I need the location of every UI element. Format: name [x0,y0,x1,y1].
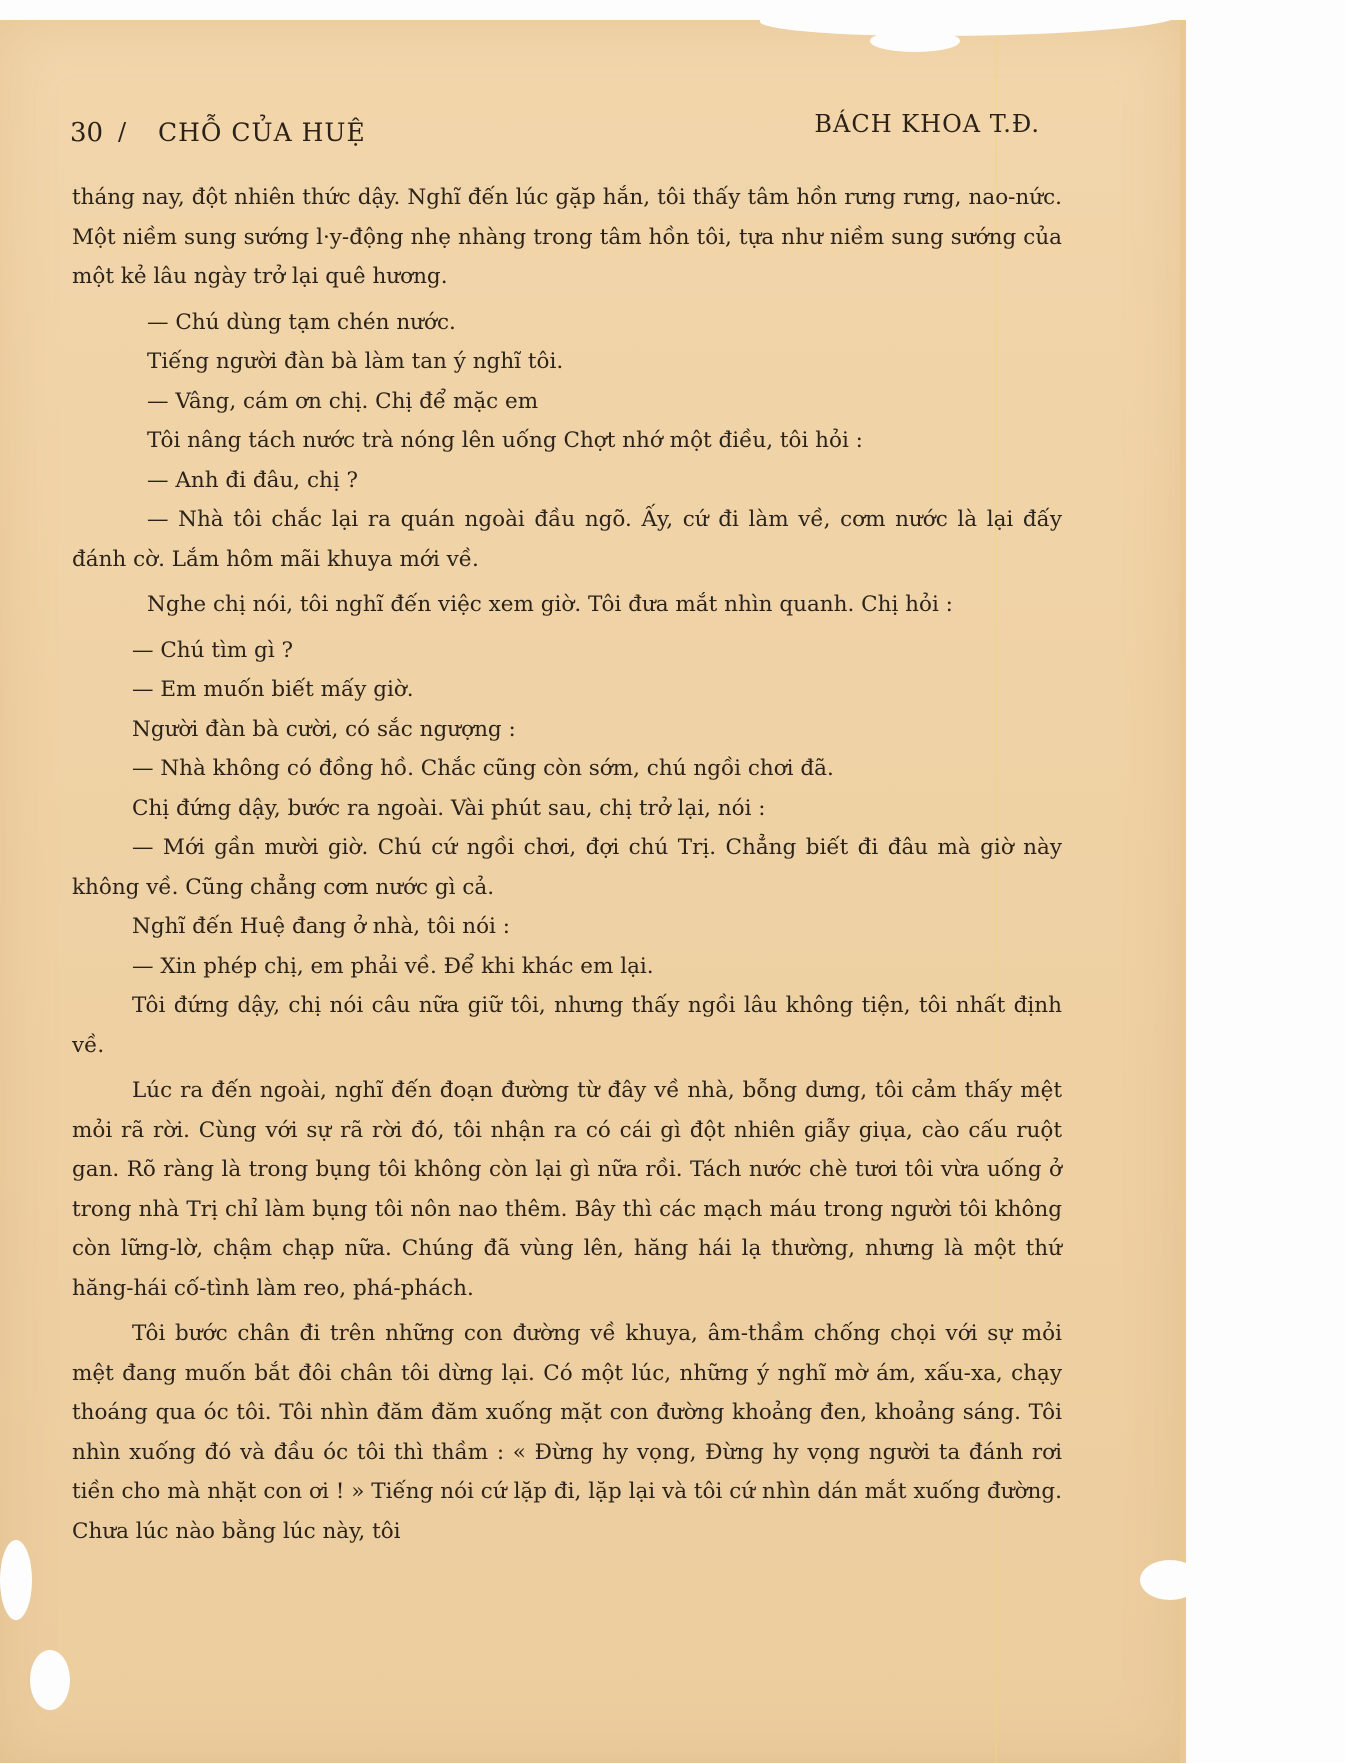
page-number: 30 [70,118,104,148]
dialogue-line: — Anh đi đâu, chị ? [147,467,359,493]
dialogue-line: — Chú tìm gì ? [132,637,294,663]
paragraph: tháng nay, đột nhiên thức dậy. Nghĩ đến lúc gặp hắn, tôi thấy tâm hồn rưng rưng, nao-nức. Một niềm sung sướng l·y-động nhẹ nhàng trong tâm hồn tôi, tựa như niềm sung sướng của một kẻ lâu ngày trở lại quê hương. [72,185,1062,289]
paragraph: Nghĩ đến Huệ đang ở nhà, tôi nói : [132,914,510,939]
paragraph: Người đàn bà cười, có sắc ngượng : [132,716,516,742]
magazine-name: BÁCH KHOA T.Đ. [814,110,1040,138]
torn-edge-left-lower [30,1650,70,1710]
dialogue-line: — Vâng, cám ơn chị. Chị để mặc em [147,388,539,414]
article-title: CHỖ CỦA HUỆ [158,118,366,147]
dialogue-line: — Nhà không có đồng hồ. Chắc cũng còn sớm, chú ngồi chơi đã. [132,756,834,781]
paragraph: Tôi đứng dậy, chị nói câu nữa giữ tôi, nhưng thấy ngồi lâu không tiện, tôi nhất định về. [72,993,1062,1058]
running-header [70,110,1040,160]
article-body [72,178,1062,1551]
dialogue-line: — Xin phép chị, em phải về. Để khi khác em lại. [132,953,654,979]
dialogue-line: — Mới gần mười giờ. Chú cứ ngồi chơi, đợi chú Trị. Chẳng biết đi đâu mà giờ này không về. Cũng chẳng cơm nước gì cả. [72,835,1062,900]
torn-edge-chip [870,30,960,52]
dialogue-line: — Nhà tôi chắc lại ra quán ngoài đầu ngõ. Ấy, cứ đi làm về, cơm nước là lại đấy đánh cờ. Lắm hôm mãi khuya mới về. [72,507,1062,572]
paragraph: Nghe chị nói, tôi nghĩ đến việc xem giờ. Tôi đưa mắt nhìn quanh. Chị hỏi : [147,592,953,617]
header-separator: / [118,118,127,146]
paragraph: Tiếng người đàn bà làm tan ý nghĩ tôi. [147,349,564,374]
paragraph: Lúc ra đến ngoài, nghĩ đến đoạn đường từ đây về nhà, bỗng dưng, tôi cảm thấy mệt mỏi rã rời. Cùng với sự rã rời đó, tôi nhận ra có cái gì đột nhiên giẫy giụa, cào cấu ruột gan. Rõ ràng là trong bụng tôi không còn lại gì nữa rồi. Tách nước chè tươi tôi vừa uống ở trong nhà Trị chỉ làm bụng tôi nôn nao thêm. Bây thì các mạch máu trong người tôi không còn lững-lờ, chậm chạp nữa. Chúng đã vùng lên, hăng hái lạ thường, nhưng là một thứ hăng-hái cố-tình làm reo, phá-phách. [72,1078,1062,1301]
paragraph: Chị đứng dậy, bước ra ngoài. Vài phút sau, chị trở lại, nói : [132,795,766,821]
dialogue-line: — Em muốn biết mấy giờ. [132,677,414,702]
paragraph: Tôi nâng tách nước trà nóng lên uống Chợt nhớ một điều, tôi hỏi : [147,428,863,453]
dialogue-line: — Chú dùng tạm chén nước. [147,309,456,335]
torn-edge-right [1140,1560,1200,1600]
paragraph: Tôi bước chân đi trên những con đường về khuya, âm-thầm chống chọi với sự mỏi mệt đang muốn bắt đôi chân tôi dừng lại. Có một lúc, những ý nghĩ mờ ám, xấu-xa, chạy thoáng qua óc tôi. Tôi nhìn đăm đăm xuống mặt con đường khoảng đen, khoảng sáng. Tôi nhìn xuống đó và đầu óc tôi thì thầm : « Đừng hy vọng, Đừng hy vọng người ta đánh rơi tiền cho mà nhặt con ơi ! » Tiếng nói cứ lặp đi, lặp lại và tôi cứ nhìn dán mắt xuống đường. Chưa lúc nào bằng lúc này, tôi [72,1321,1062,1544]
torn-edge-left [0,1540,32,1620]
